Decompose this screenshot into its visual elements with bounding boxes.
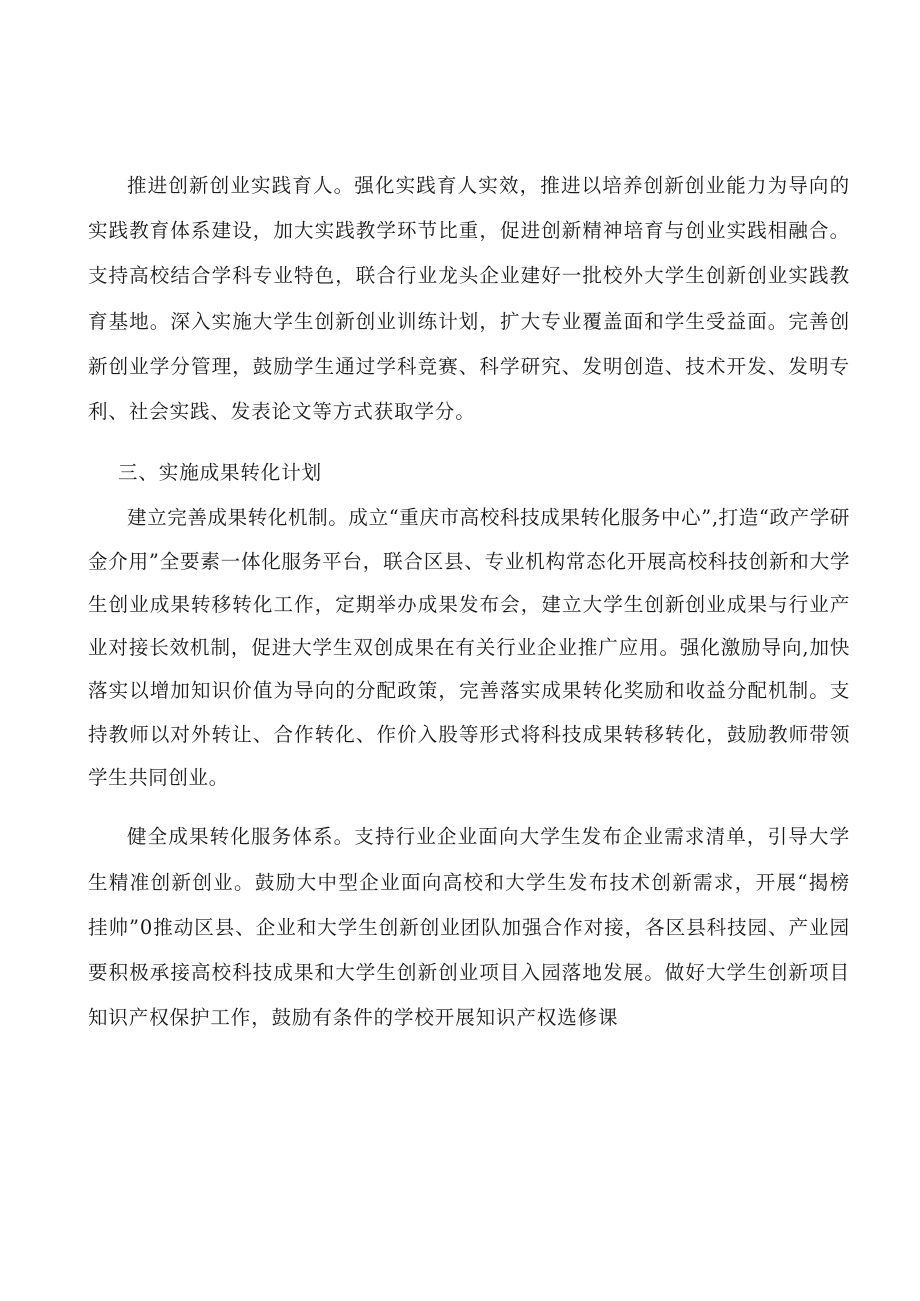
paragraph-spacer xyxy=(88,434,850,451)
paragraph-service-system: 健全成果转化服务体系。支持行业企业面向大学生发布企业需求清单，引导大学生精准创新创业。鼓励大中型企业面向高校和大学生发布技术创新需求，开展“揭榜挂帅”0推动区县、企业和大学生创新创业团队加强合作对接，各区县科技园、产业园要积极承接高校科技成果和大学生创新创业项目入园落地发展。做好大学生创新项目知识产权保护工作，鼓励有条件的学校开展知识产权选修课 xyxy=(88,825,850,1030)
paragraph-spacer xyxy=(88,799,850,814)
section-heading: 三、实施成果转化计划 xyxy=(118,461,323,485)
document-page xyxy=(88,163,850,1040)
paragraph-practice-education: 推进创新创业实践育人。强化实践育人实效，推进以培养创新创业能力为导向的实践教育体系建设，加大实践教学环节比重，促进创新精神培育与创业实践相融合。支持高校结合学科专业特色，联合行业龙头企业建好一批校外大学生创新创业实践教育基地。深入实施大学生创新创业训练计划，扩大专业覆盖面和学生受益面。完善创新创业学分管理，鼓励学生通过学科竞赛、科学研究、发明创造、技术开发、发明专利、社会实践、发表论文等方式获取学分。 xyxy=(88,174,850,424)
paragraph-transfer-mechanism: 建立完善成果转化机制。成立“重庆市高校科技成果转化服务中心”,打造“政产学研金介用”全要素一体化服务平台，联合区县、专业机构常态化开展高校科技创新和大学生创业成果转移转化工作，定期举办成果发布会，建立大学生创新创业成果与行业产业对接长效机制，促进大学生双创成果在有关行业企业推广应用。强化激励导向,加快落实以增加知识价值为导向的分配政策，完善落实成果转化奖励和收益分配机制。支持教师以对外转让、合作转化、作价入股等形式将科技成果转移转化，鼓励教师带领学生共同创业。 xyxy=(88,506,850,789)
